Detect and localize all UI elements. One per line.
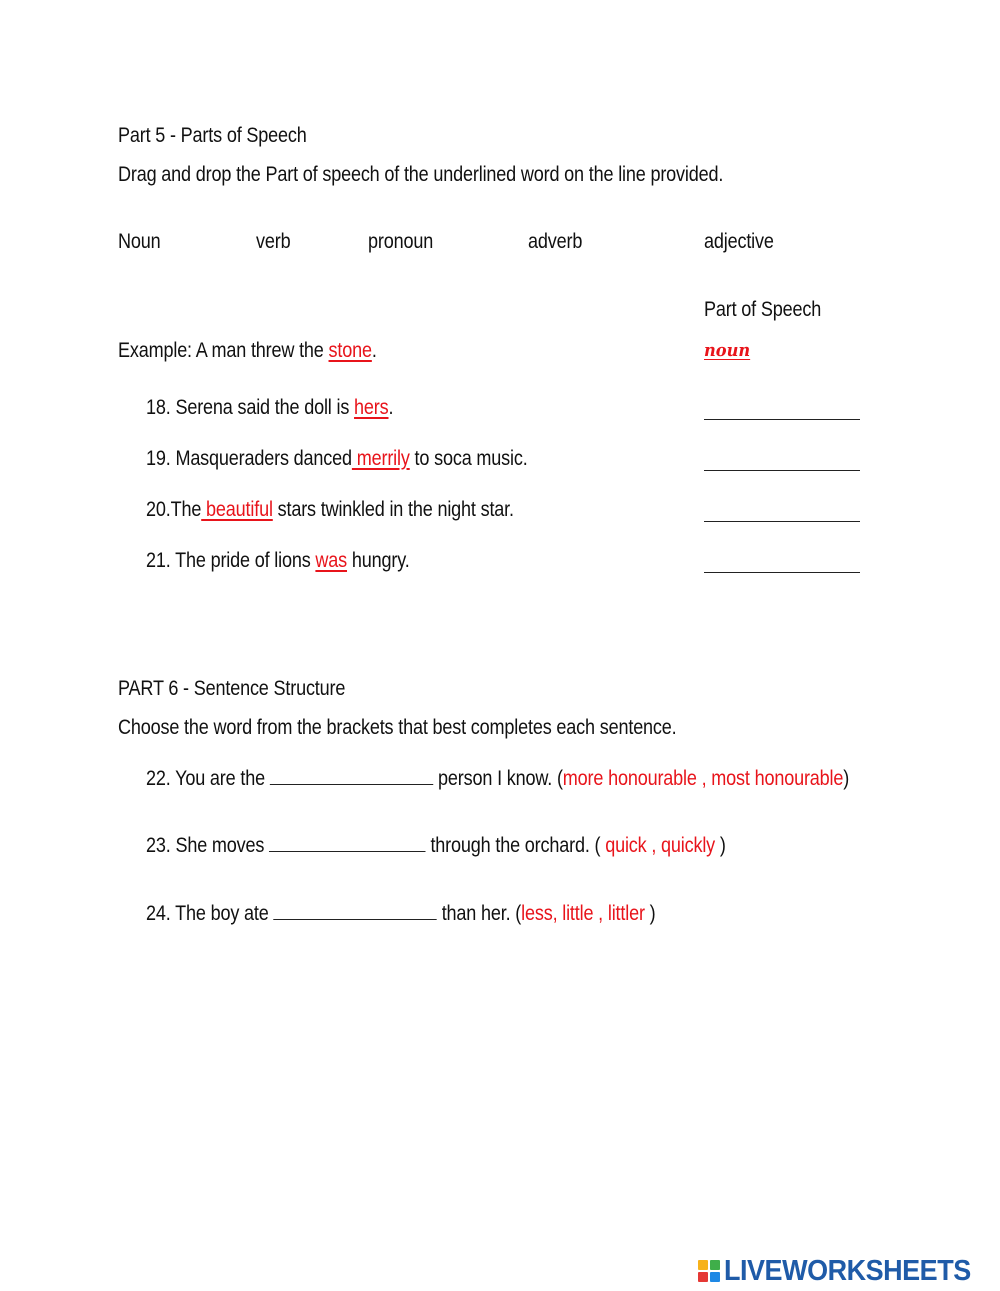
liveworksheets-logo (698, 1254, 989, 1288)
part6-instruction: Choose the word from the brackets that best completes each sentence. (118, 716, 677, 739)
word-bank-pronoun[interactable]: pronoun (368, 230, 434, 253)
answer-drop-line-18[interactable] (704, 419, 860, 420)
question-20: 20.The beautiful stars twinkled in the night star. (146, 498, 514, 521)
logo-square-l (698, 1260, 708, 1270)
example-underlined-word: stone (328, 339, 372, 362)
word-bank-adjective[interactable]: adjective (704, 230, 774, 253)
underlined-word: beautiful (201, 498, 273, 521)
question-19: 19. Masqueraders danced merrily to soca music. (146, 447, 528, 470)
options-22: more honourable , most honourable (562, 767, 844, 790)
answer-drop-line-20[interactable] (704, 521, 860, 522)
question-23: 23. She moves through the orchard. ( quick , quickly ) (146, 834, 726, 857)
part6-title: PART 6 - Sentence Structure (118, 677, 346, 700)
options-23: quick , quickly (605, 834, 716, 857)
part-of-speech-header: Part of Speech (704, 298, 822, 321)
part5-instruction: Drag and drop the Part of speech of the underlined word on the line provided. (118, 163, 724, 186)
question-22: 22. You are the person I know. (more honourable , most honourable) (146, 767, 850, 790)
question-24: 24. The boy ate than her. (less, little , littler ) (146, 902, 656, 925)
logo-square-i (710, 1260, 720, 1270)
word-bank-adverb[interactable]: adverb (528, 230, 583, 253)
example-sentence: Example: A man threw the stone. (118, 339, 377, 362)
answer-blank-24[interactable] (273, 918, 436, 920)
options-24: less, little , littler (521, 902, 645, 925)
answer-blank-23[interactable] (269, 850, 426, 852)
logo-square-v (698, 1272, 708, 1282)
logo-square-e (710, 1272, 720, 1282)
part5-title: Part 5 - Parts of Speech (118, 124, 307, 147)
answer-drop-line-19[interactable] (704, 470, 860, 471)
question-21: 21. The pride of lions was hungry. (146, 549, 410, 572)
underlined-word: merrily (351, 447, 410, 470)
word-bank-noun[interactable]: Noun (118, 230, 161, 253)
logo-icon (698, 1260, 720, 1282)
logo-text: LIVEWORKSHEETS (724, 1254, 971, 1287)
example-answer: noun (704, 340, 751, 361)
underlined-word: hers (354, 396, 389, 419)
question-18: 18. Serena said the doll is hers. (146, 396, 394, 419)
answer-blank-22[interactable] (270, 783, 433, 785)
word-bank-verb[interactable]: verb (256, 230, 291, 253)
answer-drop-line-21[interactable] (704, 572, 860, 573)
underlined-word: was (315, 549, 348, 572)
